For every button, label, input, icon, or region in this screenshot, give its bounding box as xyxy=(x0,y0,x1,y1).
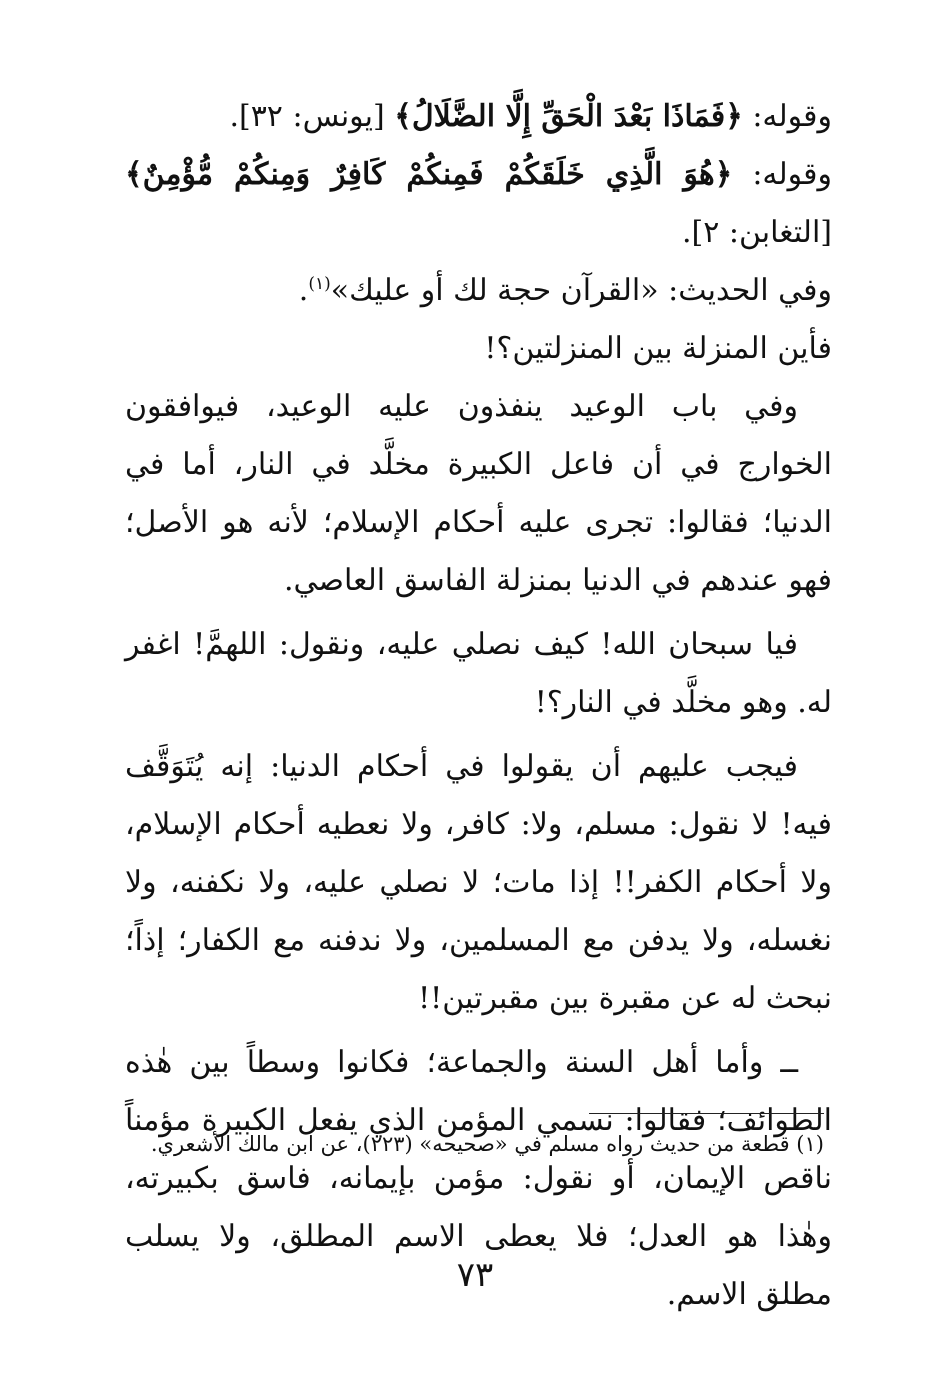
quran-quote: ﴿فَمَاذَا بَعْدَ الْحَقِّ إِلَّا الضَّلَالُ﴾ xyxy=(394,99,743,134)
paragraph: ــ وأما أهل السنة والجماعة؛ فكانوا وسطاً بين هٰذه الطوائف؛ فقالوا: نسمي المؤمن الذي يفعل الكبيرة مؤمناً ناقص الإيمان، أو نقول: مؤمن بإيمانه، فاسق بكبيرته، وهٰذا هو العدل؛ فلا يعطى الاسم المطلق، ولا يسلب مطلق الاسم. xyxy=(125,1045,832,1312)
footnote-marker: (١) xyxy=(308,274,331,294)
paragraph: فأين المنزلة بين المنزلتين؟! xyxy=(484,331,832,366)
paragraph: فيجب عليهم أن يقولوا في أحكام الدنيا: إنه يُتَوَقَّف فيه! لا نقول: مسلم، ولا: كافر، ولا نعطيه أحكام الإسلام، ولا أحكام الكفر!! إذا مات؛ لا نصلي عليه، ولا نكفنه، ولا نغسله، ولا يدفن مع المسلمين، ولا ندفنه مع الكفار؛ إذاً؛ نبحث له عن مقبرة بين مقبرتين!! xyxy=(125,749,832,1016)
footnote: (١) قطعة من حديث رواه مسلم في «صحيحه» (٢٢٣)، عن ابن مالك الأشعري. xyxy=(150,1132,824,1156)
paragraph: فيا سبحان الله! كيف نصلي عليه، ونقول: اللهمَّ! اغفر له. وهو مخلَّد في النار؟! xyxy=(125,627,832,720)
quran-quote: ﴿هُوَ الَّذِي خَلَقَكُمْ فَمِنكُمْ كَافِرٌ وَمِنكُمْ مُّؤْمِنٌ﴾ xyxy=(125,157,733,192)
verse-line-taghabun xyxy=(125,146,832,262)
verse-intro: وقوله: xyxy=(752,157,832,192)
footnote-divider xyxy=(589,1113,824,1114)
verse-reference: [يونس: ٣٢]. xyxy=(229,99,385,134)
paragraph: وفي باب الوعيد ينفذون عليه الوعيد، فيوافقون الخوارج في أن فاعل الكبيرة مخلَّد في النار، أما في الدنيا؛ فقالوا: تجرى عليه أحكام الإسلام؛ لأنه هو الأصل؛ فهو عندهم في الدنيا بمنزلة الفاسق العاصي. xyxy=(125,389,832,598)
hadith-end: . xyxy=(298,273,309,308)
hadith-line xyxy=(125,262,832,320)
page-number: ٧٣ xyxy=(456,1255,494,1295)
verse-line-yunus xyxy=(125,88,832,146)
verse-intro: وقوله: xyxy=(752,99,832,134)
hadith-text: وفي الحديث: «القرآن حجة لك أو عليك» xyxy=(330,273,832,308)
verse-reference: [التغابن: ٢]. xyxy=(681,215,832,250)
